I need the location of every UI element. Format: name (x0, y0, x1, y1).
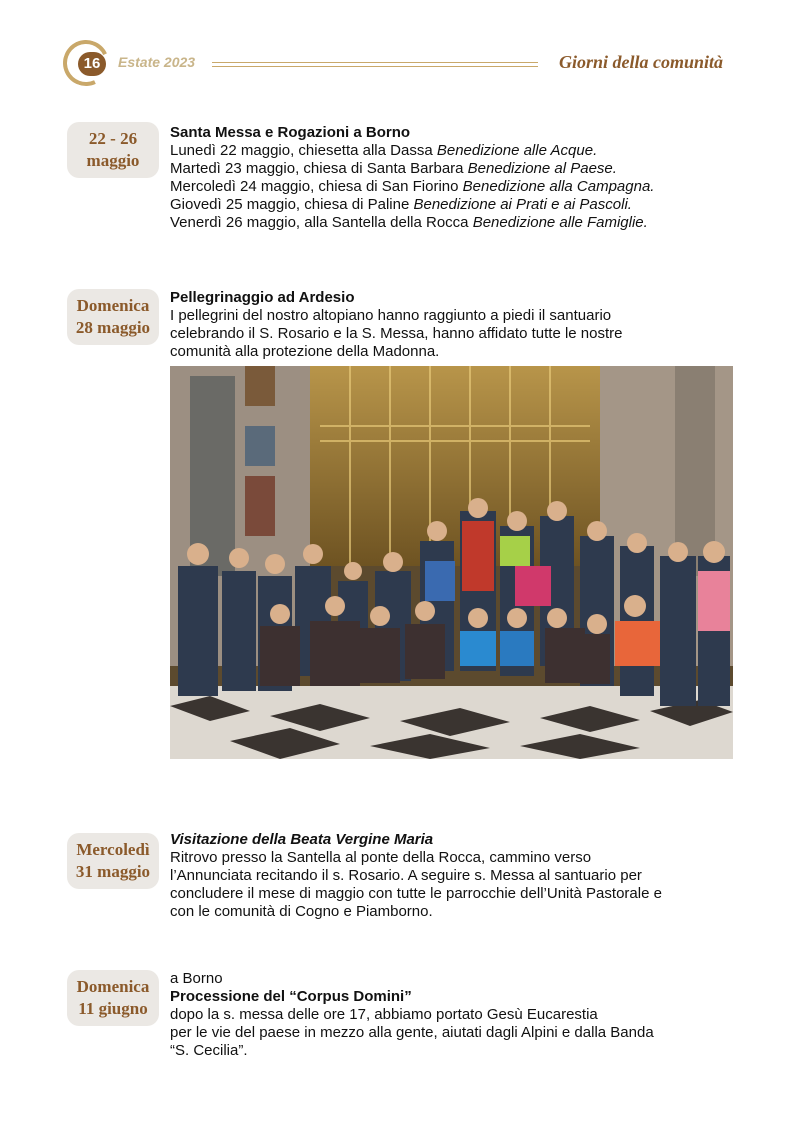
date-line: 31 maggio (75, 862, 151, 881)
date-line: Mercoledì (76, 840, 150, 859)
entry-title: Processione del “Corpus Domini” (170, 988, 412, 1005)
section-title: Giorni della comunità (558, 52, 723, 72)
entry-line: l’Annunciata recitando il s. Rosario. A seguire s. Messa al santuario per (170, 867, 642, 884)
page-header (0, 0, 800, 100)
group-photo-illustration (170, 366, 733, 759)
date-line: maggio (86, 151, 140, 170)
entry-line: “S. Cecilia”. (170, 1042, 248, 1059)
entry-title: Santa Messa e Rogazioni a Borno (170, 124, 411, 141)
entry-line: con le comunità di Cogno e Piamborno. (170, 903, 433, 920)
group-photo (170, 366, 733, 759)
entry-line: Venerdì 26 maggio, alla Santella della Rocca Benedizione alle Famiglie. (170, 214, 648, 231)
date-badge (67, 833, 159, 889)
entry-line: Martedì 23 maggio, chiesa di Santa Barbara Benedizione al Paese. (170, 160, 617, 177)
date-line: 22 - 26 (88, 129, 138, 148)
issue-label: Estate 2023 (118, 54, 196, 70)
entry-line: Lunedì 22 maggio, chiesetta alla Dassa Benedizione alle Acque. (170, 142, 598, 159)
entry-line: concludere il mese di maggio con tutte le parrocchie dell’Unità Pastorale e (170, 885, 662, 902)
entry-pellegrinaggio (170, 289, 740, 361)
entry-title: Pellegrinaggio ad Ardesio (170, 289, 355, 306)
header-rule-top (212, 62, 538, 63)
date-line: 28 maggio (75, 318, 151, 337)
entry-rogazioni (170, 124, 740, 232)
date-badge (67, 122, 159, 178)
page-number: 16 (78, 52, 106, 76)
entry-line: dopo la s. messa delle ore 17, abbiamo portato Gesù Eucarestia (170, 1006, 598, 1023)
entry-title: Visitazione della Beata Vergine Maria (170, 831, 434, 848)
date-badge (67, 970, 159, 1026)
date-badge (67, 289, 159, 345)
date-line: Domenica (76, 977, 150, 996)
header-rule-bottom (212, 66, 538, 67)
entry-visitazione (170, 831, 740, 921)
entry-line: Giovedì 25 maggio, chiesa di Paline Benedizione ai Prati e ai Pascoli. (170, 196, 632, 213)
entry-line: Ritrovo presso la Santella al ponte della Rocca, cammino verso (170, 849, 592, 866)
entry-line: celebrando il S. Rosario e la S. Messa, hanno affidato tutte le nostre (170, 325, 623, 342)
entry-line: comunità alla protezione della Madonna. (170, 343, 440, 360)
entry-line: I pellegrini del nostro altopiano hanno raggiunto a piedi il santuario (170, 307, 612, 324)
date-line: Domenica (76, 296, 150, 315)
entry-line: Mercoledì 24 maggio, chiesa di San Fiorino Benedizione alla Campagna. (170, 178, 655, 195)
entry-corpus-domini (170, 970, 740, 1060)
date-line: 11 giugno (78, 999, 148, 1018)
entry-line: per le vie del paese in mezzo alla gente, aiutati dagli Alpini e dalla Banda (170, 1024, 654, 1041)
entry-pre-title: a Borno (170, 970, 223, 987)
